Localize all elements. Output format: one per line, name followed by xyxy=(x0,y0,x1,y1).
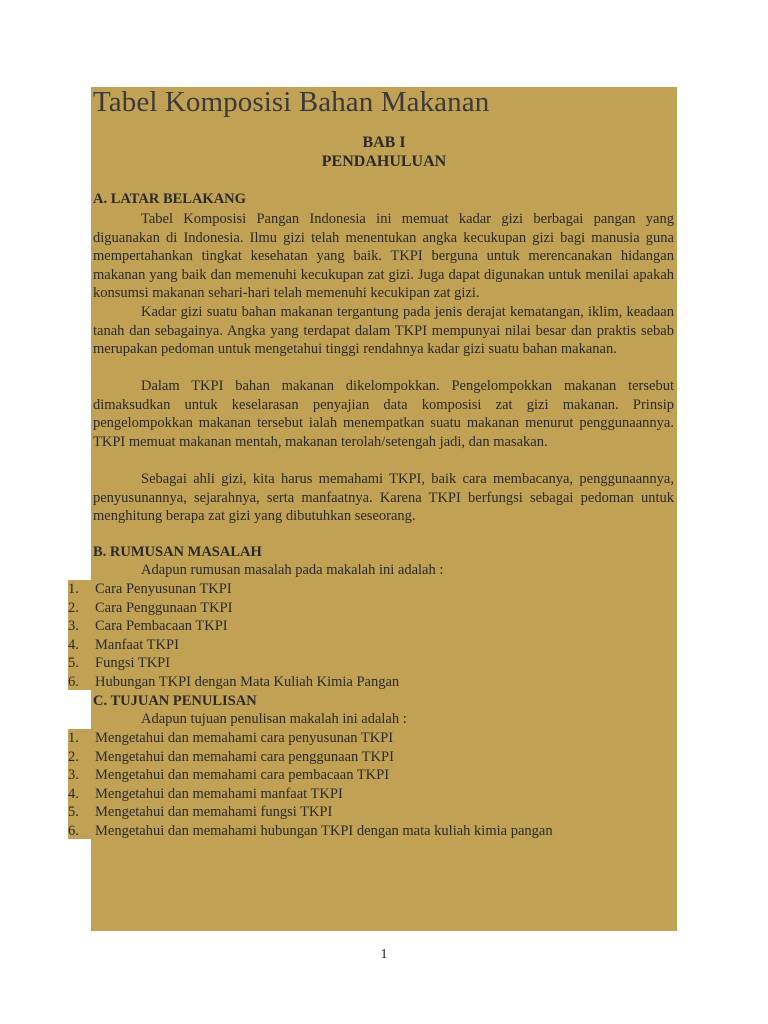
list-number: 2. xyxy=(68,748,79,765)
document-title: Tabel Komposisi Bahan Makanan xyxy=(93,86,490,118)
problem-list xyxy=(68,580,399,692)
page-number: 1 xyxy=(380,947,388,962)
chapter-number: BAB I xyxy=(362,134,406,151)
section-b-heading: B. RUMUSAN MASALAH xyxy=(93,544,262,560)
paragraph: Kadar gizi suatu bahan makanan tergantung pada jenis derajat kematangan, iklim, keadaan tanah dan sebagainya. Angka yang terdapat dalam TKPI mempunyai nilai besar dan praktis sebab merupakan pedoman untuk mengetahui tinggi rendahnya kadar gizi suatu bahan makanan. xyxy=(93,304,674,358)
list-item xyxy=(68,785,553,804)
list-number: 4. xyxy=(68,785,79,802)
list-number: 1. xyxy=(68,730,79,746)
list-text: Mengetahui dan memahami cara penyusunan TKPI xyxy=(95,730,394,746)
section-b-intro: Adapun rumusan masalah pada makalah ini adalah : xyxy=(141,562,444,578)
list-number: 6. xyxy=(68,822,79,839)
list-number: 3. xyxy=(68,618,79,635)
list-item xyxy=(68,580,399,599)
list-text: Cara Penggunaan TKPI xyxy=(95,599,233,616)
list-number: 4. xyxy=(68,636,79,653)
list-text: Mengetahui dan memahami manfaat TKPI xyxy=(95,785,343,802)
list-text: Mengetahui dan memahami hubungan TKPI dengan mata kuliah kimia pangan xyxy=(95,822,553,839)
list-text: Fungsi TKPI xyxy=(95,655,171,672)
list-item xyxy=(68,766,553,785)
list-number: 5. xyxy=(68,655,79,672)
list-item xyxy=(68,822,553,841)
list-text: Mengetahui dan memahami cara pembacaan TKPI xyxy=(95,767,390,784)
list-text: Mengetahui dan memahami fungsi TKPI xyxy=(95,804,333,821)
list-text: Hubungan TKPI dengan Mata Kuliah Kimia Pangan xyxy=(95,673,400,690)
list-number: 2. xyxy=(68,599,79,616)
list-text: Mengetahui dan memahami cara penggunaan TKPI xyxy=(95,748,394,765)
list-text: Manfaat TKPI xyxy=(95,636,179,653)
list-item xyxy=(68,673,399,692)
list-number: 1. xyxy=(68,581,79,597)
list-item xyxy=(68,654,399,673)
list-item xyxy=(68,617,399,636)
paragraph: Tabel Komposisi Pangan Indonesia ini memuat kadar gizi berbagai pangan yang diguanakan di Indonesia. Ilmu gizi telah menentukan angka kecukupan gizi bagi manusia guna mempertahankan tingkat kesehatan yang baik. TKPI berguna untuk merencanakan hidangan makanan yang baik dan memenuhi kecukupan zat gizi. Juga dapat digunakan untuk menilai apakah konsumsi makanan sehari-hari telah memenuhi kecukipan zat gizi. xyxy=(93,211,674,302)
list-item xyxy=(68,599,399,618)
list-number: 3. xyxy=(68,767,79,784)
section-a-heading: A. LATAR BELAKANG xyxy=(93,191,246,207)
paragraph: Sebagai ahli gizi, kita harus memahami TKPI, baik cara membacanya, penggunaannya, penyusunannya, sejarahnya, serta manfaatnya. Karena TKPI berfungsi sebagai pedoman untuk menghitung berapa zat gizi yang dibutuhkan seseorang. xyxy=(93,471,674,525)
list-item xyxy=(68,748,553,767)
list-number: 5. xyxy=(68,804,79,821)
list-item xyxy=(68,803,553,822)
section-c-heading: C. TUJUAN PENULISAN xyxy=(93,693,257,709)
section-c-intro: Adapun tujuan penulisan makalah ini adalah : xyxy=(141,711,407,727)
list-item xyxy=(68,729,553,748)
list-number: 6. xyxy=(68,673,79,690)
chapter-title: PENDAHULUAN xyxy=(321,153,447,170)
list-text: Cara Penyusunan TKPI xyxy=(95,581,232,597)
paragraph: Dalam TKPI bahan makanan dikelompokkan. Pengelompokkan makanan tersebut dimaksudkan untuk keselarasan penyajian data komposisi zat gizi makanan. Prinsip pengelompokkan makanan tersebut ialah menempatkan suatu makanan menurut penggunaannya. TKPI memuat makanan mentah, makanan terolah/setengah jadi, dan masakan. xyxy=(93,378,674,450)
objective-list xyxy=(68,729,553,841)
list-item xyxy=(68,636,399,655)
list-text: Cara Pembacaan TKPI xyxy=(95,618,228,635)
